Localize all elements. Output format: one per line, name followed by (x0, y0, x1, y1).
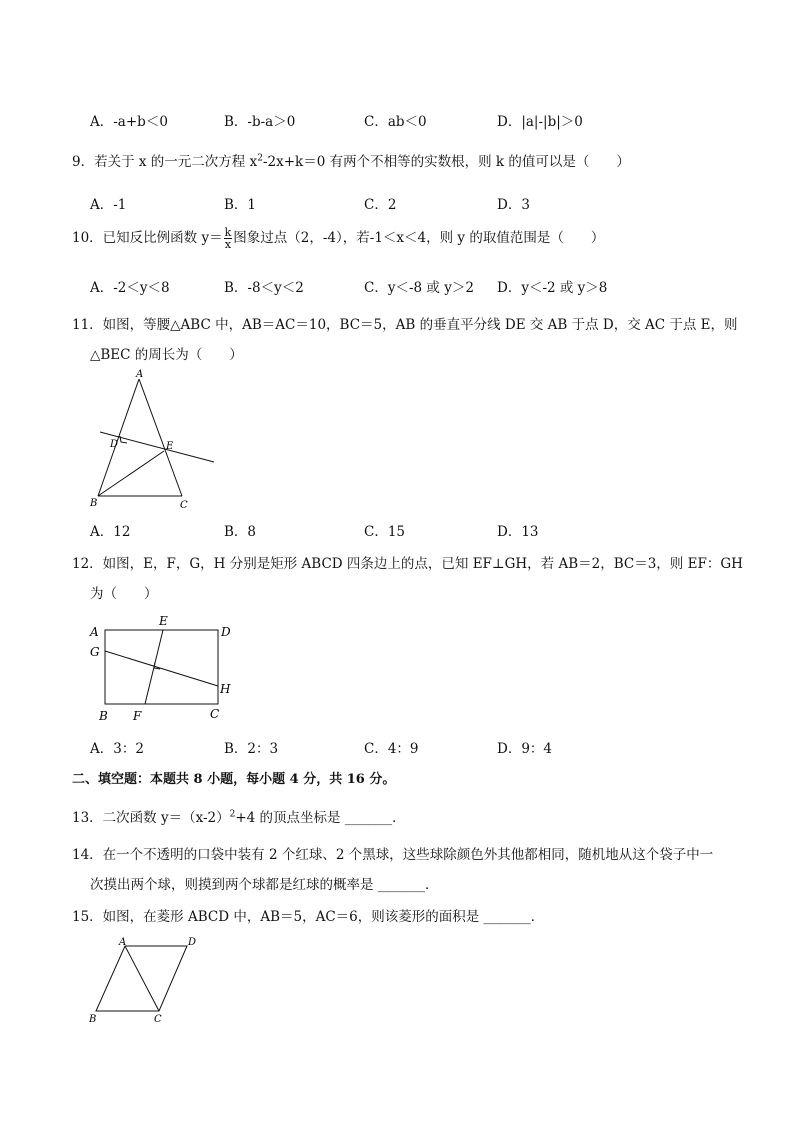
q10-stem: 10．已知反比例函数 y＝ $\frac{k}{x}$ 图象过点（2，-4），若-1＜x＜4，则 y 的取值范围是（ ） (72, 226, 605, 251)
diagonal-ac (125, 946, 159, 1011)
label-c: C (210, 707, 220, 721)
label-e: E (166, 441, 174, 452)
q12-option-b: B．2：3 (224, 741, 279, 757)
label-a: A (119, 937, 127, 948)
label-c: C (154, 1014, 162, 1025)
q9-option-d: D．3 (497, 197, 530, 213)
q11-option-d: D．13 (497, 524, 539, 540)
q12-stem-line1: 12．如图，E，F，G，H 分别是矩形 ABCD 四条边上的点，已知 EF⊥GH，若 AB＝2，BC＝3，则 EF：GH (72, 556, 743, 572)
label-b: B (89, 1014, 97, 1025)
label-c: C (180, 500, 188, 511)
q10-option-a: A．-2＜y＜8 (90, 280, 170, 296)
label-f: F (133, 709, 142, 723)
label-a: A (136, 369, 144, 380)
q11-option-c: C．15 (364, 524, 406, 540)
q11-stem-line1: 11．如图，等腰△ABC 中，AB＝AC＝10，BC＝5，AB 的垂直平分线 DE 交 AB 于点 D，交 AC 于点 E，则 (72, 317, 738, 333)
q10-option-b: B．-8＜y＜2 (224, 280, 304, 296)
fraction-k-over-x: $\frac{k}{x}$ (224, 226, 232, 251)
q10-option-c: C．y＜-8 或 y＞2 (364, 280, 474, 296)
label-d: D (110, 439, 119, 450)
label-e: E (159, 614, 168, 628)
q11-option-a: A．12 (90, 524, 131, 540)
q11-option-b: B．8 (224, 524, 257, 540)
q15-stem: 15．如图，在菱形 ABCD 中，AB＝5，AC＝6，则该菱形的面积是 _______． (72, 909, 545, 925)
q8-option-c: C．ab＜0 (364, 114, 427, 130)
q8-option-d: D．|a|-|b|＞0 (497, 114, 583, 130)
label-g: G (90, 645, 100, 659)
q12-option-a: A．3：2 (90, 741, 144, 757)
q8-option-a: A．-a+b＜0 (90, 114, 168, 130)
q12-option-c: C．4：9 (364, 741, 419, 757)
q9-stem: 9．若关于 x 的一元二次方程 $x^2-2x+k=0$ 有两个不相等的实数根，则 k 的值可以是（ ） (72, 153, 630, 170)
q9-option-a: A．-1 (90, 197, 127, 213)
label-d: D (188, 937, 197, 948)
q12-option-d: D．9：4 (497, 741, 553, 757)
label-h: H (220, 682, 231, 696)
q12-stem-line2: 为（ ） (90, 586, 158, 602)
q9-option-b: B．1 (224, 197, 257, 213)
label-d: D (221, 625, 231, 639)
q8-option-b: B．-b-a＞0 (224, 114, 296, 130)
label-b: B (99, 709, 108, 723)
q14-stem-line2: 次摸出两个球，则摸到两个球都是红球的概率是 _______． (90, 877, 439, 893)
q11-stem-line2: △BEC 的周长为（ ） (90, 347, 243, 363)
label-a: A (90, 625, 99, 639)
label-b: B (90, 498, 98, 509)
q9-option-c: C．2 (364, 197, 397, 213)
section-fill-in-title: 二、填空题：本题共 8 小题，每小题 4 分，共 16 分。 (72, 772, 396, 787)
q10-option-d: D．y＜-2 或 y＞8 (497, 280, 608, 296)
q14-stem-line1: 14．在一个不透明的口袋中装有 2 个红球、2 个黑球，这些球除颜色外其他都相同，随机地从这个袋子中一 (72, 847, 714, 863)
q13-stem: 13．二次函数 $y=(x-2)^2+4$ 的顶点坐标是 _______． (72, 809, 406, 826)
